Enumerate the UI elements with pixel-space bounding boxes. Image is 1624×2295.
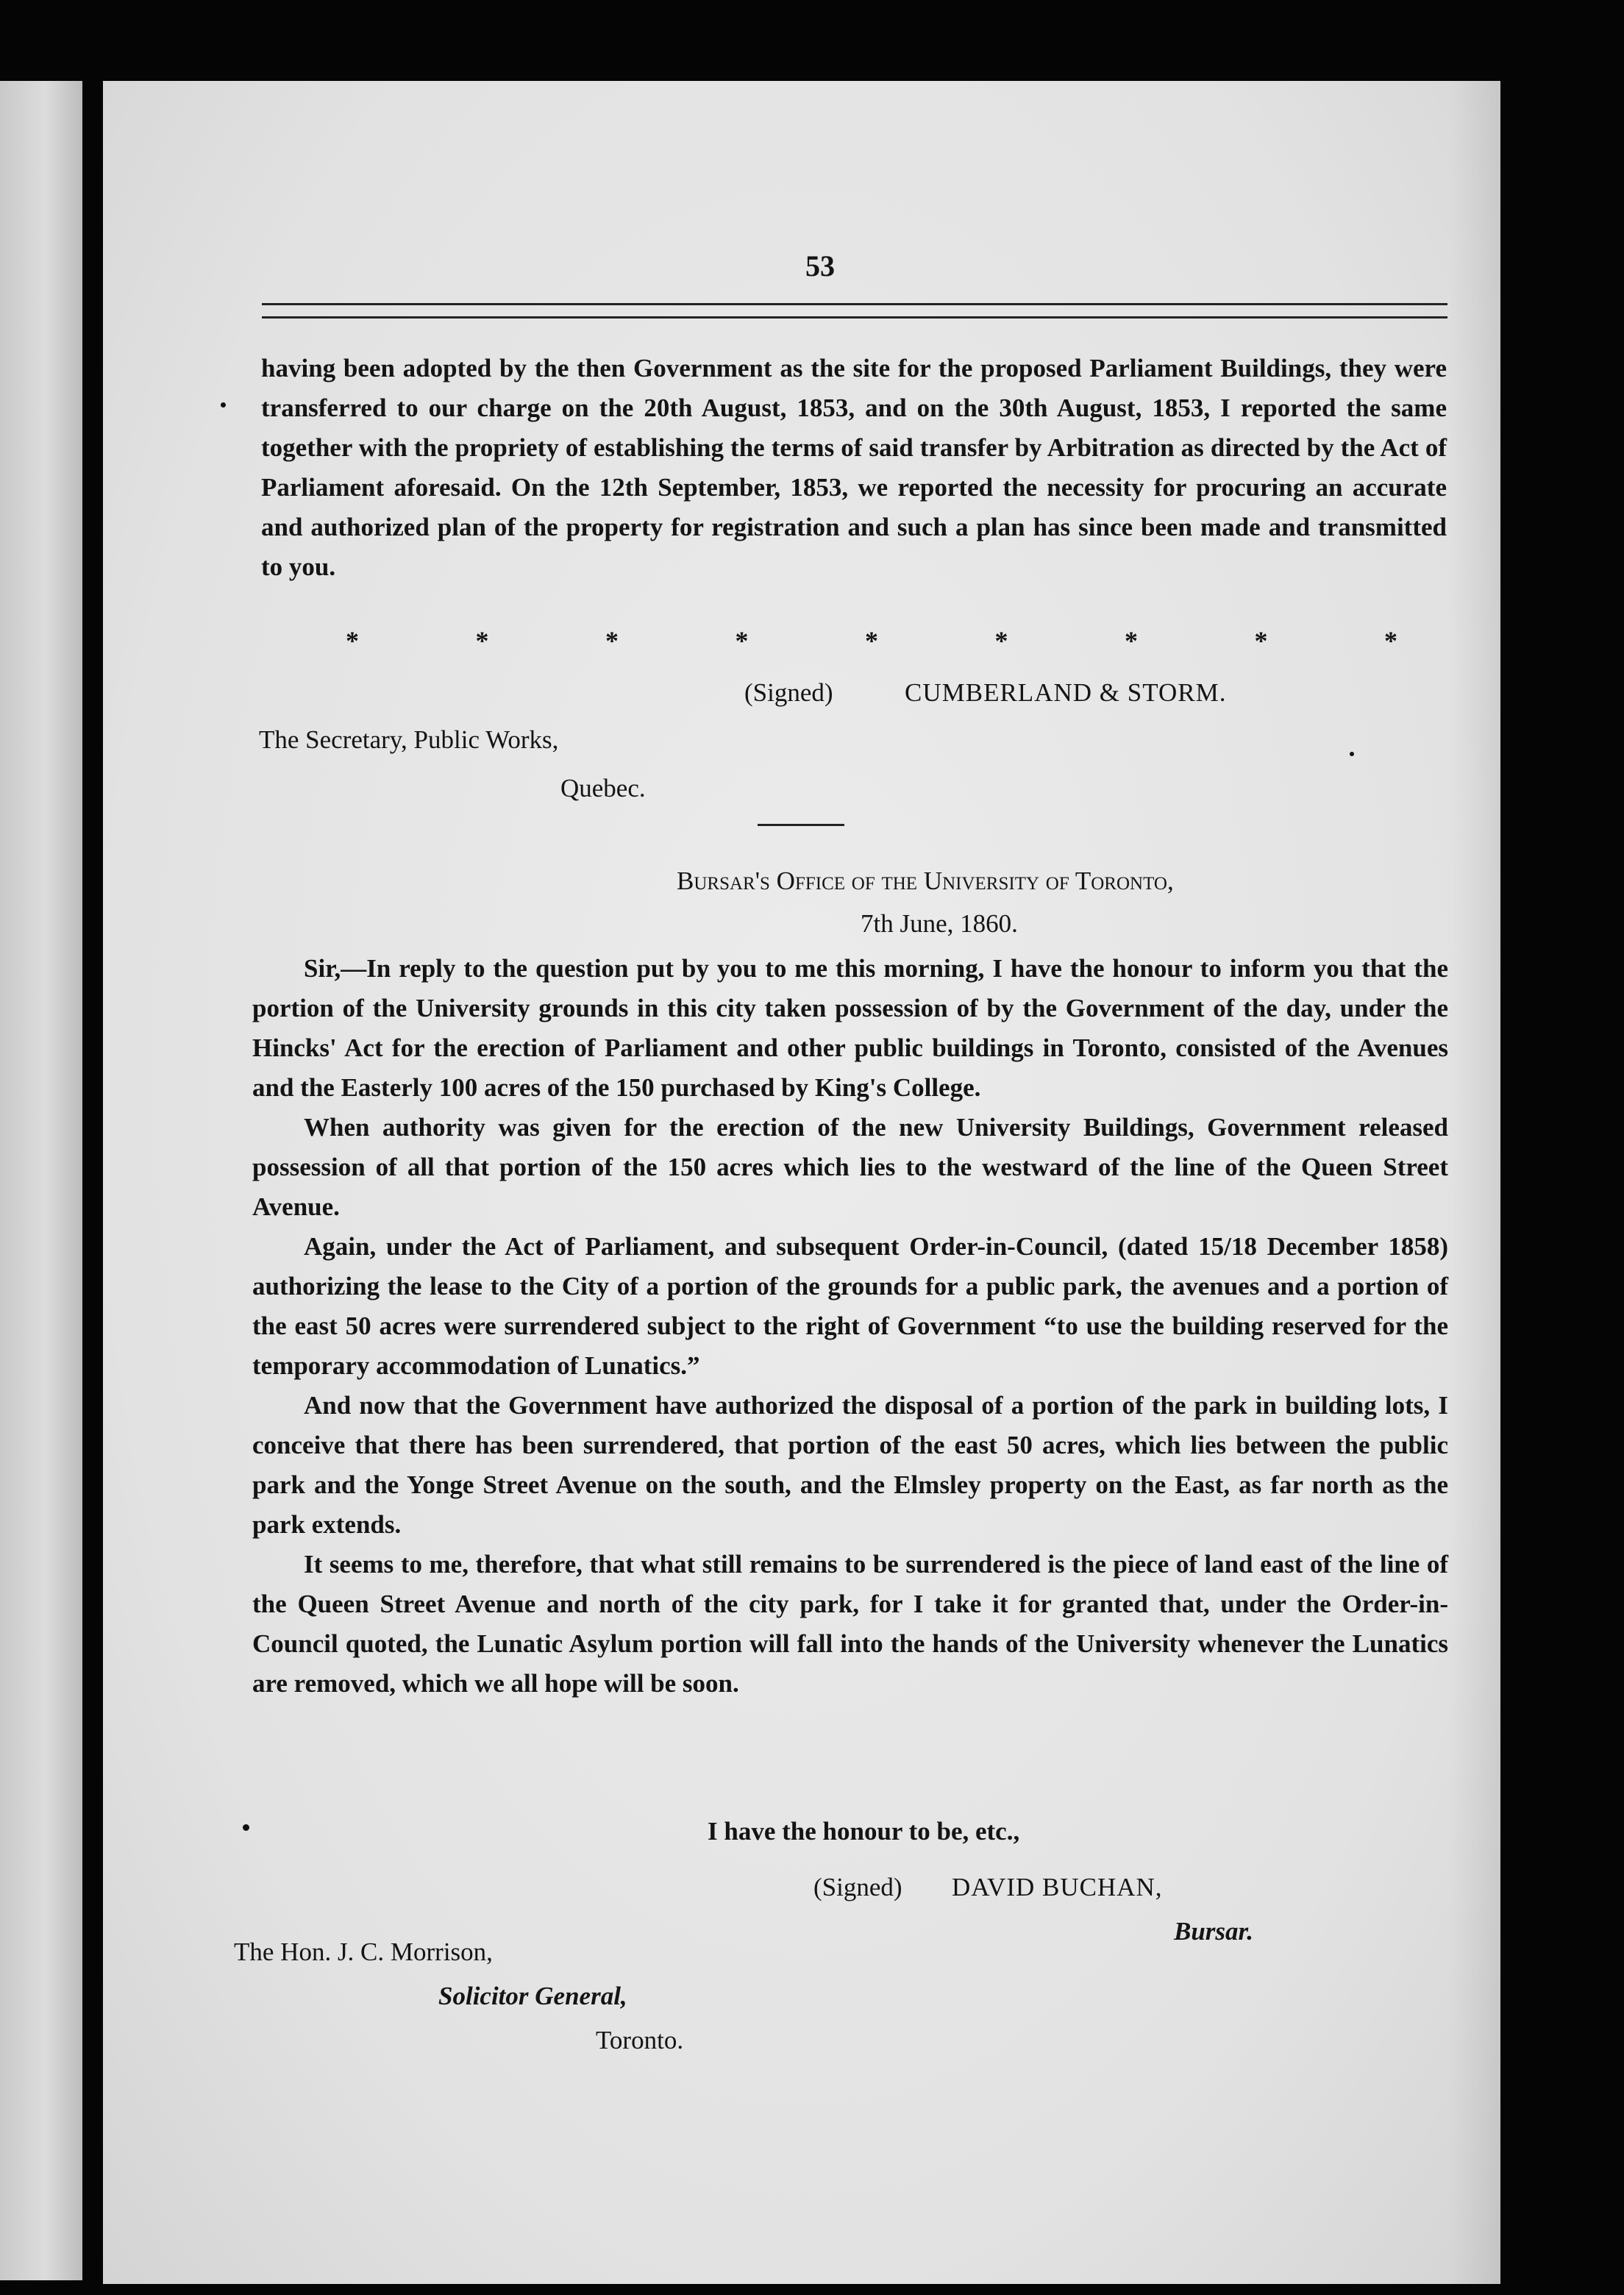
- addressee-name: The Hon. J. C. Morrison,: [234, 1938, 493, 1966]
- addressee-city: Toronto.: [596, 2026, 684, 2054]
- asterisk: *: [1254, 626, 1268, 655]
- asterisk: *: [1384, 626, 1397, 655]
- addressee-office: Solicitor General,: [438, 1982, 627, 2010]
- asterisk: *: [1125, 626, 1138, 655]
- document-page: [103, 81, 1500, 2284]
- signature: CUMBERLAND & STORM.: [905, 678, 1227, 707]
- letter-paragraph: And now that the Government have authorized the disposal of a portion of the park in building lots, I conceive that there has been surrendered, that portion of the east 50 acres, which lies between the public park and the Yonge Street Avenue on the south, and the Elmsley property on the East, as far north as the park extends.: [252, 1391, 1448, 1539]
- asterisk: *: [346, 626, 359, 655]
- letter-body: [252, 949, 1448, 1704]
- header-rule-top: [262, 303, 1447, 305]
- addressee-city: Quebec.: [560, 774, 646, 803]
- header-rule-bottom: [262, 316, 1447, 319]
- letter-paragraph: Sir,—In reply to the question put by you to me this morning, I have the honour to inform you that the portion of the University grounds in this city taken possession of by the Government of the day, under the Hincks' Act for the erection of Parliament and other public buildings in Toronto, consisted of the Avenues and the Easterly 100 acres of the 150 purchased by King's College.: [252, 954, 1448, 1102]
- letter-paragraph: It seems to me, therefore, that what still remains to be surrendered is the piece of land east of the line of the Queen Street Avenue and north of the city park, for I take it for granted that, under the Order-in-Council quoted, the Lunatic Asylum portion will fall into the hands of the University whenever the Lunatics are removed, which we all hope will be soon.: [252, 1550, 1448, 1698]
- signed-label: (Signed): [813, 1873, 902, 1901]
- scan-speck: [243, 1824, 249, 1831]
- asterisk: *: [605, 626, 619, 655]
- signer-title: Bursar.: [1174, 1917, 1253, 1946]
- signature: DAVID BUCHAN,: [952, 1873, 1163, 1901]
- letter-heading: Bursar's Office of the University of Toronto,: [677, 867, 1174, 895]
- closing-line: I have the honour to be, etc.,: [708, 1817, 1020, 1846]
- page-number: 53: [805, 249, 835, 282]
- letter-date: 7th June, 1860.: [861, 909, 1018, 938]
- scan-speck: [221, 402, 226, 408]
- letter-paragraph: Again, under the Act of Parliament, and subsequent Order-in-Council, (dated 15/18 December 1858) authorizing the lease to the City of a portion of the grounds for a public park, the avenues and a portion of the east 50 acres were surrendered subject to the right of Government “to use the building reserved for the temporary accommodation of Lunatics.”: [252, 1232, 1448, 1380]
- scan-speck: [1350, 752, 1354, 756]
- signed-label: (Signed): [744, 678, 833, 707]
- asterisk: *: [475, 626, 489, 655]
- continuation-paragraph: [261, 349, 1447, 587]
- asterisk-row: [346, 625, 1397, 656]
- page-shadow: [1449, 81, 1500, 2284]
- addressee-line: [234, 1938, 493, 1967]
- asterisk: *: [735, 626, 749, 655]
- paragraph-text: having been adopted by the then Government as the site for the proposed Parliament Buildings, they were transferred to our charge on the 20th August, 1853, and on the 30th August, 1853, I reported the same together with the propriety of establishing the terms of said transfer by Arbitration as directed by the Act of Parliament aforesaid. On the 12th September, 1853, we reported the necessity for procuring an accurate and authorized plan of the property for registration and such a plan has since been made and transmitted to you.: [261, 354, 1447, 581]
- adjacent-page-edge: [0, 81, 82, 2280]
- asterisk: *: [994, 626, 1008, 655]
- letter-paragraph: When authority was given for the erection of the new University Buildings, Government released possession of all that portion of the 150 acres which lies to the westward of the line of the Queen Street Avenue.: [252, 1113, 1448, 1221]
- addressee-line: The Secretary, Public Works,: [259, 725, 559, 754]
- section-divider: [758, 824, 844, 826]
- asterisk: *: [865, 626, 878, 655]
